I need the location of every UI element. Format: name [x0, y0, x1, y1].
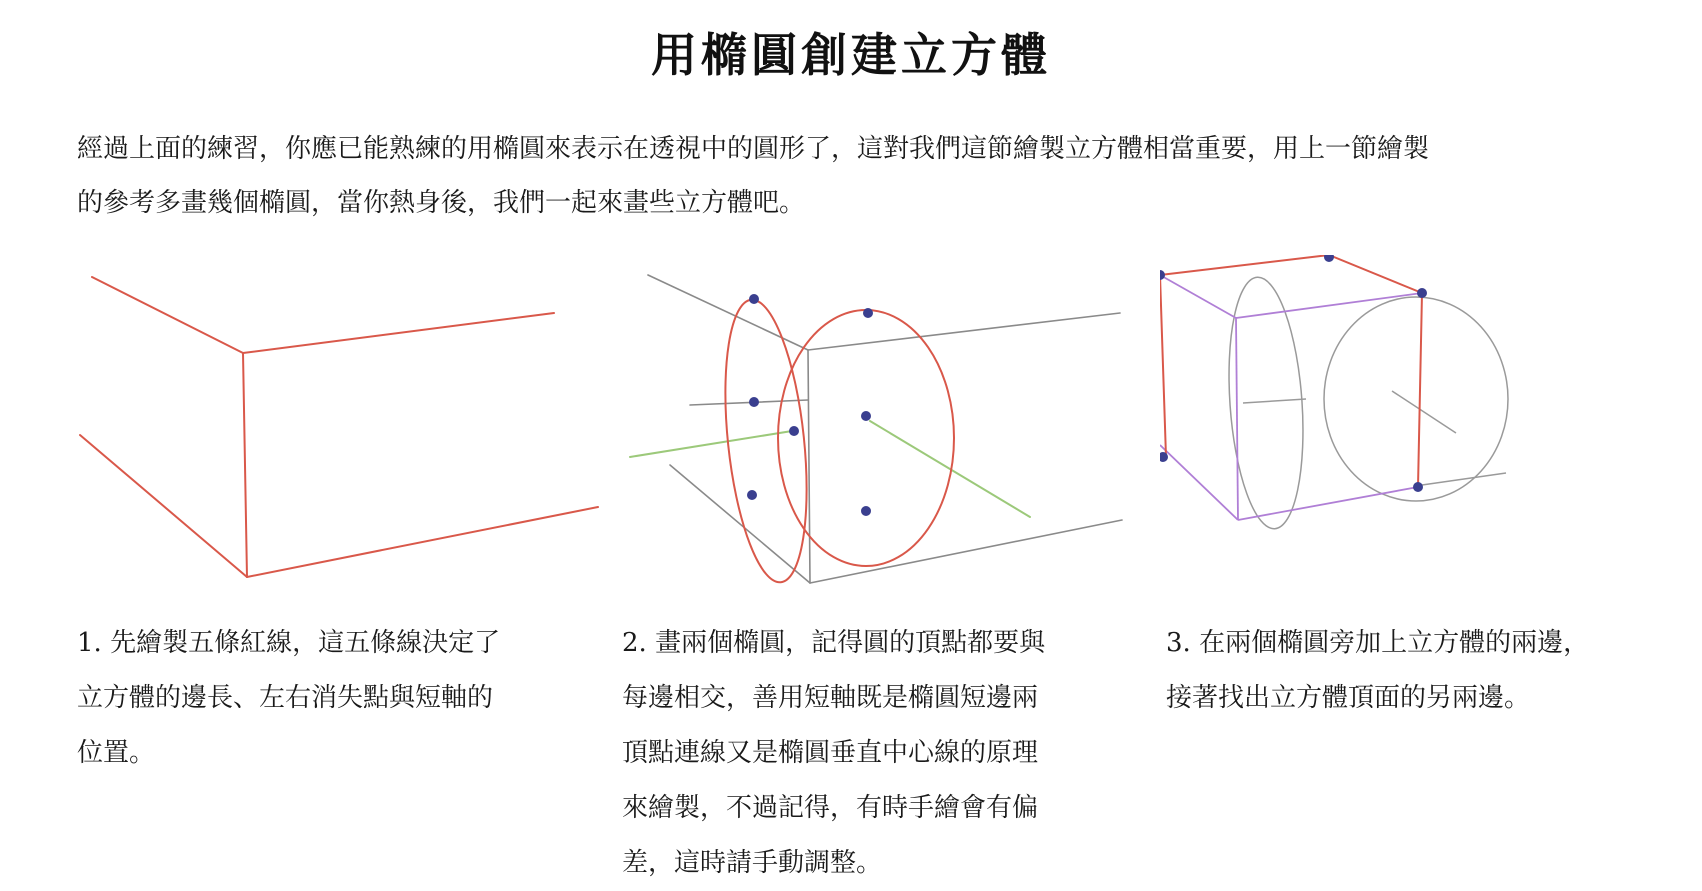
- intro-line: 經過上面的練習，你應已能熟練的用橢圓來表示在透視中的圓形了，這對我們這節繪製立方體相當重要，用上一節繪製: [77, 134, 1430, 164]
- step-2-illustration: [610, 255, 1150, 595]
- right-vertical-edge: [1418, 293, 1422, 487]
- step-1-caption: [77, 616, 500, 781]
- step-2-sketch: [610, 255, 1150, 595]
- caption-line: 位置。: [77, 738, 156, 768]
- step-3-caption: [1166, 616, 1589, 726]
- point: [1417, 288, 1427, 298]
- lower-right-guide: [810, 520, 1122, 583]
- caption-line: 1. 先繪製五條紅線，這五條線決定了: [77, 628, 501, 658]
- intro-paragraph: [77, 122, 1637, 230]
- step-2-caption: [622, 616, 1045, 891]
- right-axis: [1392, 391, 1456, 433]
- caption-line: 接著找出立方體頂面的另兩邊。: [1166, 683, 1531, 713]
- left-vertical-edge: [1160, 275, 1166, 457]
- right-ellipse: [1324, 297, 1508, 501]
- caption-line: 立方體的邊長、左右消失點與短軸的: [77, 683, 494, 713]
- caption-line: 差，這時請手動調整。: [622, 848, 883, 878]
- bottom-right-edge: [1238, 487, 1418, 520]
- bottom-left-edge: [1160, 445, 1238, 520]
- point: [749, 294, 759, 304]
- caption-line: 3. 在兩個橢圓旁加上立方體的兩邊，: [1166, 628, 1590, 658]
- step-1-illustration: [60, 255, 600, 595]
- inner-top-edge: [1160, 275, 1236, 318]
- point: [861, 411, 871, 421]
- point: [1324, 255, 1334, 262]
- lower-left-guide: [670, 465, 810, 583]
- inner-top-front: [1236, 293, 1422, 318]
- left-axis: [1243, 399, 1306, 403]
- upper-right-guide: [808, 313, 1120, 350]
- caption-line: 頂點連線又是橢圓垂直中心線的原理: [622, 738, 1039, 768]
- step-3-illustration: [1160, 255, 1700, 595]
- point: [749, 397, 759, 407]
- point: [747, 490, 757, 500]
- step-1-sketch: [60, 255, 600, 595]
- point: [861, 506, 871, 516]
- intro-line: 的參考多畫幾個橢圓，當你熱身後，我們一起來畫些立方體吧。: [77, 188, 806, 218]
- caption-line: 每邊相交，善用短軸既是橢圓短邊兩: [622, 683, 1039, 713]
- point: [789, 426, 799, 436]
- caption-line: 2. 畫兩個橢圓，記得圓的頂點都要與: [622, 628, 1046, 658]
- top-back-edge: [1160, 255, 1329, 275]
- front-vertical-edge: [243, 353, 247, 577]
- bottom-right-edge: [247, 507, 598, 577]
- top-right-edge: [243, 313, 554, 353]
- ground-guide: [1422, 473, 1506, 485]
- top-left-edge: [92, 277, 243, 353]
- caption-line: 來繪製，不過記得，有時手繪會有偏: [622, 793, 1039, 823]
- mid-guide: [690, 400, 808, 405]
- step-3-sketch: [1160, 255, 1700, 595]
- front-vertical-edge: [1236, 318, 1238, 520]
- point: [1413, 482, 1423, 492]
- upper-left-guide: [648, 275, 808, 350]
- left-minor-axis: [630, 431, 792, 457]
- front-vertical-guide: [808, 350, 810, 583]
- top-right-edge: [1329, 255, 1422, 293]
- page-title: 用橢圓創建立方體: [651, 28, 1051, 82]
- bottom-left-edge: [80, 435, 247, 577]
- point: [1160, 270, 1165, 280]
- right-minor-axis: [870, 421, 1030, 517]
- point: [863, 308, 873, 318]
